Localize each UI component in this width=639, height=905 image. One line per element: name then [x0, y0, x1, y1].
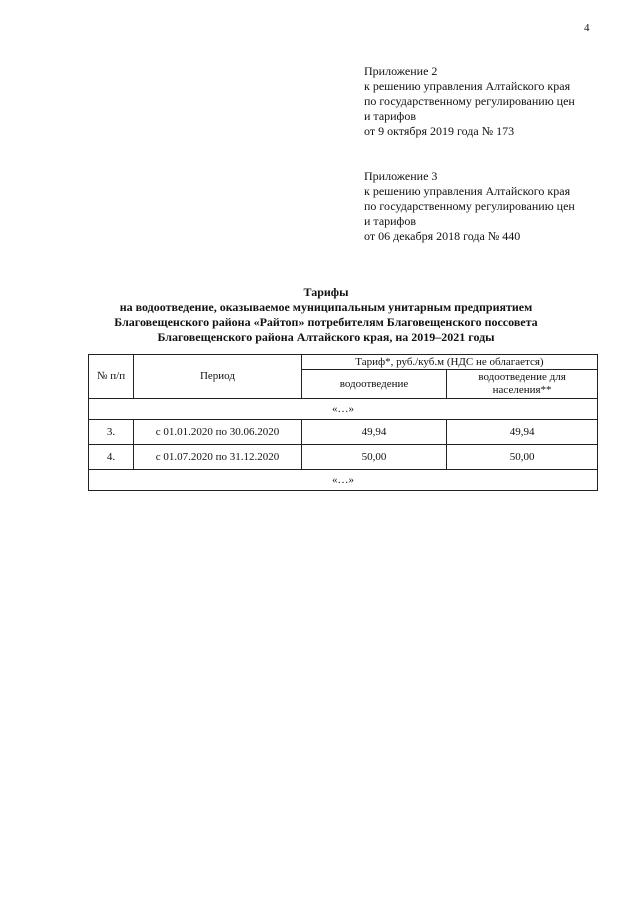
ellipsis-bottom: «…»: [89, 470, 598, 491]
row-num: 4.: [89, 445, 134, 470]
title-line: Благовещенского района Алтайского края, на 2019–2021 годы: [157, 330, 495, 344]
document-title: [60, 285, 592, 345]
appendix-3-line: к решению управления Алтайского края: [364, 184, 571, 198]
table-row: [89, 445, 598, 470]
table-header-row: [89, 355, 598, 370]
appendix-2-line: и тарифов: [364, 109, 417, 123]
appendix-3-line: от 06 декабря 2018 года № 440: [364, 229, 521, 243]
appendix-3-header: [364, 169, 626, 244]
row-period: с 01.07.2020 по 31.12.2020: [134, 445, 302, 470]
row-tariff-a: 50,00: [301, 445, 446, 470]
appendix-3-line: по государственному регулированию цен: [364, 199, 575, 213]
title-line: Благовещенского района «Райтоп» потребителям Благовещенского поссовета: [114, 315, 538, 329]
appendix-2-line: по государственному регулированию цен: [364, 94, 575, 108]
header-tariff: Тариф*, руб./куб.м (НДС не облагается): [301, 355, 597, 370]
row-tariff-a: 49,94: [301, 420, 446, 445]
header-period: Период: [134, 355, 302, 399]
table-row: [89, 420, 598, 445]
appendix-3-line: и тарифов: [364, 214, 417, 228]
row-tariff-b: 49,94: [447, 420, 598, 445]
row-tariff-b: 50,00: [447, 445, 598, 470]
ellipsis-top: «…»: [89, 399, 598, 420]
appendix-3-line: Приложение 3: [364, 169, 438, 183]
row-period: с 01.01.2020 по 30.06.2020: [134, 420, 302, 445]
title-line: на водоотведение, оказываемое муниципальным унитарным предприятием: [119, 300, 533, 314]
header-sub-b: водоотведение для населения**: [447, 370, 598, 399]
appendix-2-line: Приложение 2: [364, 64, 438, 78]
appendix-2-line: к решению управления Алтайского края: [364, 79, 571, 93]
table-ellipsis-row: [89, 399, 598, 420]
appendix-2-line: от 9 октября 2019 года № 173: [364, 124, 515, 138]
title-line: Тарифы: [303, 285, 349, 299]
tariffs-table: [88, 354, 598, 491]
page-number: 4: [584, 22, 590, 34]
table-ellipsis-row: [89, 470, 598, 491]
header-sub-a: водоотведение: [301, 370, 446, 399]
appendix-2-header: [364, 64, 626, 139]
row-num: 3.: [89, 420, 134, 445]
header-num: № п/п: [89, 355, 134, 399]
